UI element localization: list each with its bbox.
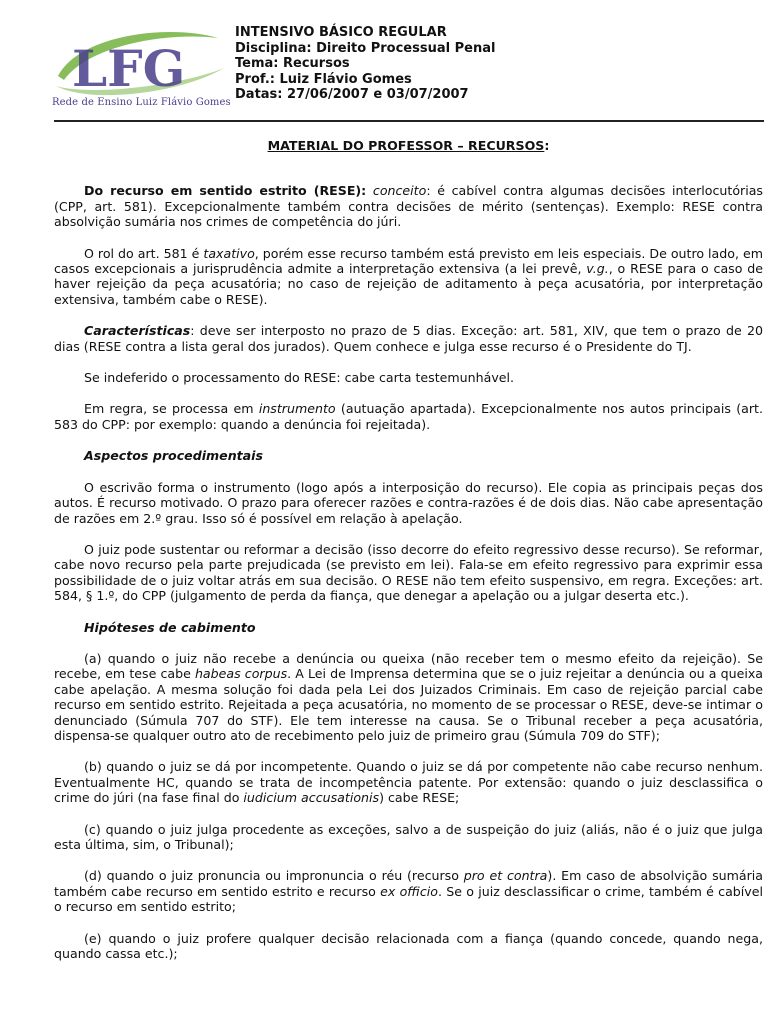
logo-text: LFG [72, 39, 186, 98]
list-item-b: (b) quando o juiz se dá por incompetente. Quando o juiz se dá por competente não cabe recurso nenhum. Eventualmente HC, quando se trata de incompetência patente. Por extensão: quando o juiz desclassifica o crime do júri (na fase final do iudicium accusationis) cabe RESE; [54, 759, 763, 806]
course-dates: Datas: 27/06/2007 e 03/07/2007 [235, 87, 469, 102]
list-item-e: (e) quando o juiz profere qualquer decisão relacionada com a fiança (quando concede, quando nega, quando cassa etc.); [54, 930, 763, 962]
course-discipline: Disciplina: Direito Processual Penal [235, 40, 496, 56]
document-title: MATERIAL DO PROFESSOR – RECURSOS: [267, 138, 550, 153]
paragraph-rol-taxativo: O rol do art. 581 é taxativo, porém esse recurso também está previsto em leis especiais. De outro lado, em casos excepcionais a jurisprudência admite a interpretação extensiva (a lei prevê, v.g., o RESE para o caso de haver rejeição da peça acusatória; no caso de rejeição de aditamento à peça acusatória, por interpretação extensiva, também cabe o RESE). [54, 245, 763, 307]
paragraph-instrumento: Em regra, se processa em instrumento (autuação apartada). Excepcionalmente nos autos principais (art. 583 do CPP: por exemplo: quando a denúncia foi rejeitada). [54, 401, 763, 432]
course-name: INTENSIVO BÁSICO REGULAR [235, 25, 447, 40]
list-item-a: (a) quando o juiz não recebe a denúncia ou queixa (não receber tem o mesmo efeito da rejeição). Se recebe, em tese cabe habeas corpus. A Lei de Imprensa determina que se o juiz rejeitar a denúncia ou a queixa cabe apelação. A mesma solução foi dada pela Lei dos Juizados Criminais. Em caso de rejeição parcial cabe recurso em sentido estrito. Rejeitada a peça acusatória, no momento de se processar o RESE, deve-se intimar o denunciado (Súmula 707 do STF). Ele tem interesse na causa. Se o Tribunal receber a peça acusatória, dispensa-se qualquer outro ato de recebimento pelo juiz de primeiro grau (Súmula 709 do STF); [54, 650, 763, 743]
header-divider [54, 120, 764, 122]
paragraph-indeferido: Se indeferido o processamento do RESE: cabe carta testemunhável. [84, 370, 515, 386]
list-item-c: (c) quando o juiz julga procedente as exceções, salvo a de suspeição do juiz (aliás, não é o juiz que julga esta última, sim, o Tribunal); [54, 821, 763, 852]
paragraph-caracteristicas: Características: deve ser interposto no prazo de 5 dias. Exceção: art. 581, XIV, que tem o prazo de 20 dias (RESE contra a lista geral dos jurados). Quem conhece e julga esse recurso é o Presidente do TJ. [54, 323, 763, 354]
logo-caption: Rede de Ensino Luiz Flávio Gomes [52, 97, 231, 108]
list-item-d: (d) quando o juiz pronuncia ou impronuncia o réu (recurso pro et contra). Em caso de absolvição sumária também cabe recurso em sentido estrito e recurso ex officio. Se o juiz desclassificar o crime, também é cabível o recurso em sentido estrito; [54, 868, 763, 915]
paragraph-escrivao: O escrivão forma o instrumento (logo após a interposição do recurso). Ele copia as principais peças dos autos. É recurso motivado. O prazo para oferecer razões e contra-razões é de dois dias. Não cabe apresentação de razões em 2.º grau. Isso só é possível em relação à apelação. [54, 479, 763, 526]
lfg-logo [50, 24, 230, 112]
heading-hipoteses-cabimento: Hipóteses de cabimento [84, 619, 256, 635]
logo-graphic [50, 24, 230, 104]
paragraph-efeito-regressivo: O juiz pode sustentar ou reformar a decisão (isso decorre do efeito regressivo desse recurso). Se reformar, cabe novo recurso pela parte prejudicada (se previsto em lei). Fala-se em efeito regressivo para exprimir essa possibilidade de o juiz voltar atrás em sua decisão. O RESE não tem efeito suspensivo, em regra. Exceções: art. 584, § 1.º, do CPP (julgamento de perda da fiança, que denegar a apelação ou a julgar deserta etc.). [54, 541, 763, 604]
paragraph-rese-definition: Do recurso em sentido estrito (RESE): conceito: é cabível contra algumas decisões interlocutórias (CPP, art. 581). Excepcionalmente também contra decisões de mérito (sentenças). Exemplo: RESE contra absolvição sumária nos crimes de competência do júri. [54, 183, 763, 230]
course-topic: Tema: Recursos [235, 56, 350, 71]
heading-aspectos-procedimentais: Aspectos procedimentais [84, 448, 263, 464]
course-header [235, 25, 495, 103]
document-body [54, 138, 763, 977]
course-professor: Prof.: Luiz Flávio Gomes [235, 71, 412, 87]
